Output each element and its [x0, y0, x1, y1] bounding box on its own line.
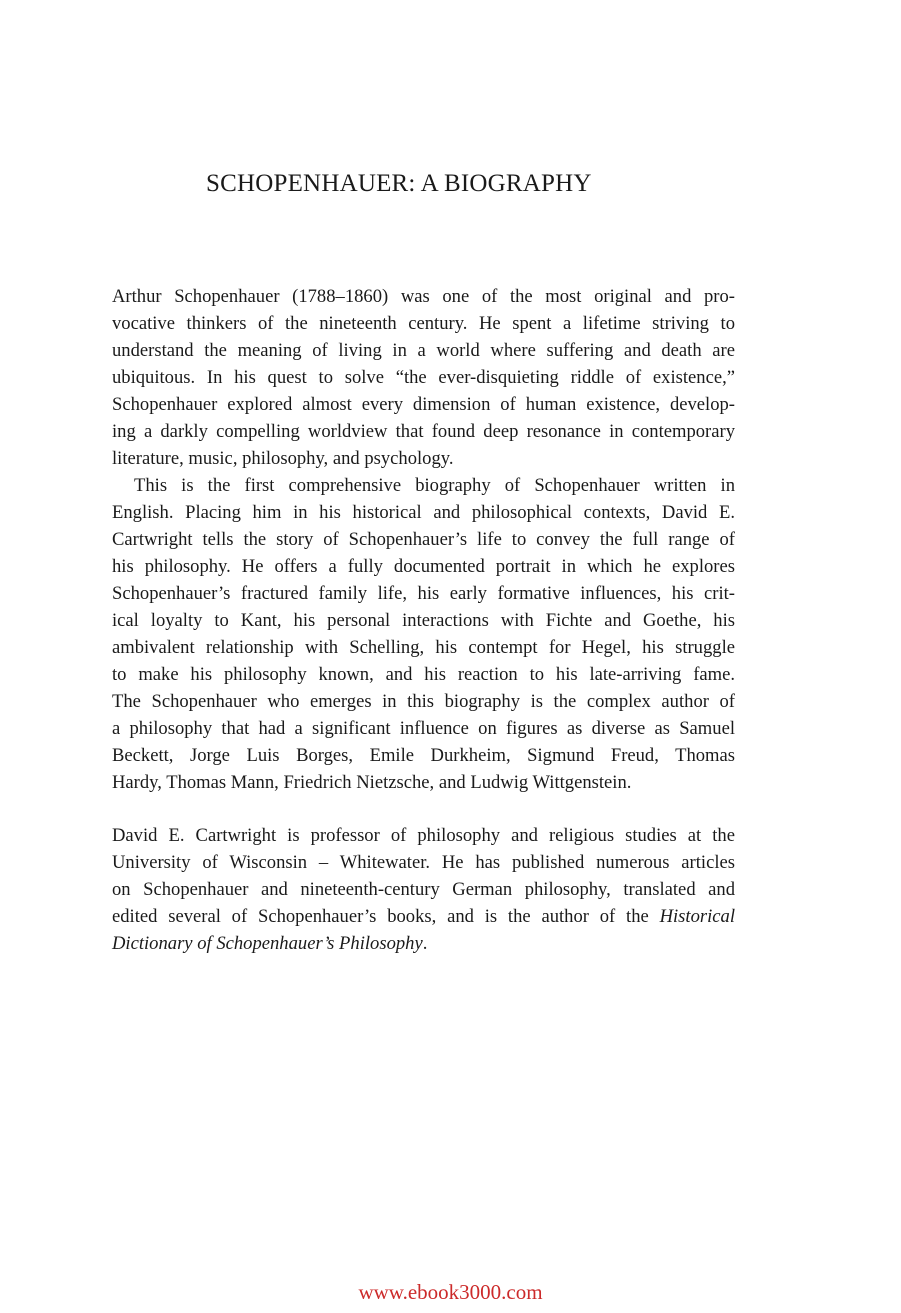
- text-line: literature, music, philosophy, and psychology.: [112, 448, 454, 469]
- text-line: ubiquitous. In his quest to solve “the ever-disquieting riddle of existence,”: [112, 367, 735, 388]
- text-line: ing a darkly compelling worldview that found deep resonance in contemporary: [112, 421, 735, 442]
- footer-link[interactable]: www.ebook3000.com: [358, 1280, 543, 1304]
- text-line: a philosophy that had a significant influence on figures as diverse as Samuel: [112, 718, 735, 739]
- text-line: understand the meaning of living in a world where suffering and death are: [112, 340, 735, 361]
- text-line: to make his philosophy known, and his reaction to his late-arriving fame.: [112, 664, 735, 685]
- text-line: [112, 903, 735, 930]
- book-title-italic: Dictionary of Schopenhauer’s Philosophy: [112, 933, 423, 954]
- text-line: Hardy, Thomas Mann, Friedrich Nietzsche, and Ludwig Wittgenstein.: [112, 772, 632, 793]
- page-title: SCHOPENHAUER: A BIOGRAPHY: [206, 170, 592, 197]
- text-line: his philosophy. He offers a fully documented portrait in which he explores: [112, 556, 735, 577]
- text-line: This is the first comprehensive biography of Schopenhauer written in: [134, 475, 735, 496]
- text-line: ical loyalty to Kant, his personal interactions with Fichte and Goethe, his: [112, 610, 735, 631]
- text-line: David E. Cartwright is professor of philosophy and religious studies at the: [112, 825, 735, 846]
- text-line: on Schopenhauer and nineteenth-century German philosophy, translated and: [112, 879, 735, 900]
- text-line: Schopenhauer’s fractured family life, his early formative influences, his crit-: [112, 583, 735, 604]
- text-line: Beckett, Jorge Luis Borges, Emile Durkheim, Sigmund Freud, Thomas: [112, 745, 735, 766]
- author-bio: [112, 822, 735, 957]
- text-line: [112, 930, 735, 957]
- text-line: ambivalent relationship with Schelling, his contempt for Hegel, his struggle: [112, 637, 735, 658]
- text-line: University of Wisconsin – Whitewater. He has published numerous articles: [112, 852, 735, 873]
- text-line: Schopenhauer explored almost every dimension of human existence, develop-: [112, 394, 735, 415]
- text-line: The Schopenhauer who emerges in this biography is the complex author of: [112, 691, 735, 712]
- book-title-italic: Historical: [659, 906, 735, 927]
- book-description: [112, 283, 735, 796]
- text-line: English. Placing him in his historical and philosophical contexts, David E.: [112, 502, 735, 523]
- text-segment: .: [422, 933, 428, 954]
- text-line: vocative thinkers of the nineteenth century. He spent a lifetime striving to: [112, 313, 735, 334]
- text-segment: edited several of Schopenhauer’s books, and is the author of the: [112, 906, 660, 927]
- text-line: Arthur Schopenhauer (1788–1860) was one of the most original and pro-: [112, 286, 735, 307]
- text-line: Cartwright tells the story of Schopenhauer’s life to convey the full range of: [112, 529, 735, 550]
